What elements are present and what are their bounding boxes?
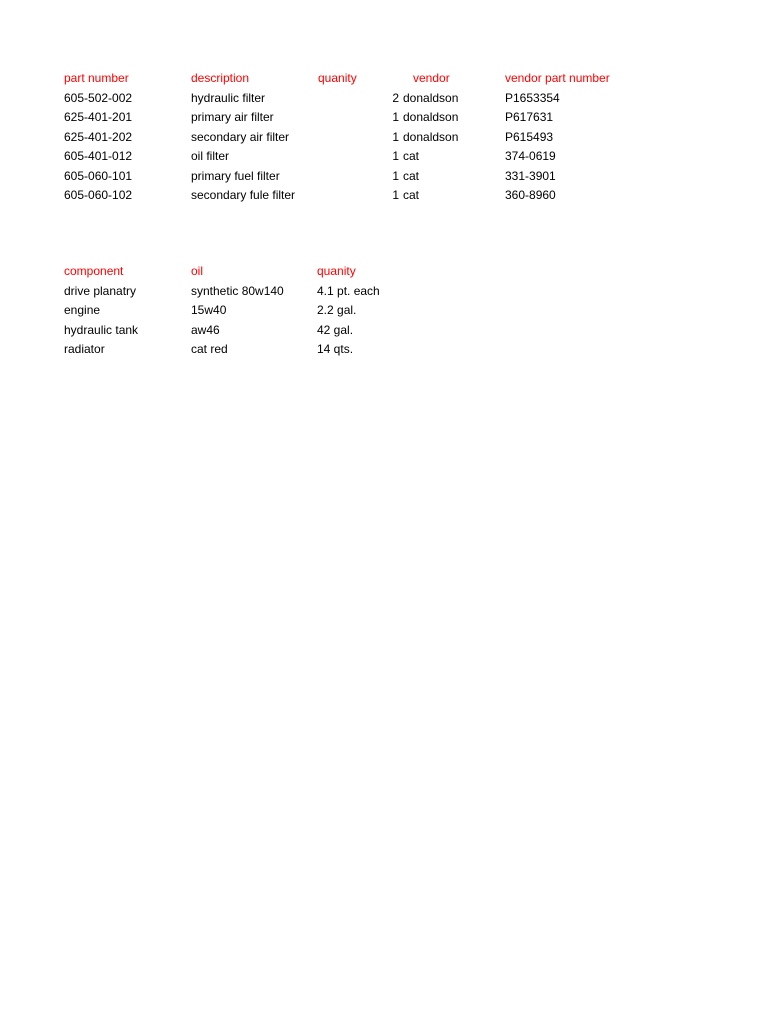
- cell-description: hydraulic filter: [191, 90, 266, 105]
- table-row: [64, 128, 645, 148]
- cell-description: primary air filter: [191, 110, 274, 124]
- cell-oil-quantity: 4.1 pt. each: [317, 283, 380, 298]
- cell-vendor-part-number: P617631: [505, 110, 554, 124]
- table-row: [64, 108, 645, 128]
- cell-vendor: donaldson: [403, 129, 459, 144]
- table-row: [64, 301, 417, 321]
- header-oil-quantity: quanity: [317, 264, 356, 278]
- cell-quantity: 1: [392, 188, 399, 202]
- cell-vendor: donaldson: [403, 110, 459, 124]
- cell-part-number: 625-401-201: [64, 110, 133, 124]
- cell-component: hydraulic tank: [64, 322, 139, 337]
- header-oil: oil: [191, 264, 204, 278]
- cell-oil: cat red: [191, 342, 228, 356]
- cell-component: engine: [64, 303, 101, 317]
- cell-part-number: 605-060-101: [64, 168, 133, 183]
- cell-quantity: 1: [392, 168, 399, 183]
- cell-vendor-part-number: 331-3901: [505, 168, 556, 183]
- cell-part-number: 605-401-012: [64, 149, 133, 163]
- cell-vendor-part-number: P615493: [505, 129, 554, 144]
- oil-table: [64, 262, 417, 360]
- cell-vendor-part-number: 374-0619: [505, 149, 556, 163]
- cell-vendor-part-number: 360-8960: [505, 188, 556, 202]
- table-row: [64, 340, 417, 360]
- parts-table: [64, 69, 645, 206]
- cell-part-number: 605-060-102: [64, 188, 133, 202]
- header-part-number: part number: [64, 71, 129, 85]
- cell-description: secondary air filter: [191, 129, 290, 144]
- parts-header-row: [64, 69, 645, 89]
- cell-oil-quantity: 2.2 gal.: [317, 303, 357, 317]
- cell-component: drive planatry: [64, 283, 137, 298]
- oil-header-row: [64, 262, 417, 282]
- cell-part-number: 625-401-202: [64, 129, 133, 144]
- cell-quantity: 2: [392, 90, 399, 105]
- table-row: [64, 282, 417, 302]
- table-row: [64, 167, 645, 187]
- cell-oil: 15w40: [191, 303, 227, 317]
- cell-oil: aw46: [191, 322, 220, 337]
- cell-vendor: donaldson: [403, 90, 459, 105]
- cell-quantity: 1: [392, 129, 399, 144]
- cell-oil: synthetic 80w140: [191, 283, 284, 298]
- table-row: [64, 186, 645, 206]
- header-vendor: vendor: [413, 71, 450, 85]
- cell-description: primary fuel filter: [191, 168, 280, 183]
- table-row: [64, 147, 645, 167]
- cell-vendor: cat: [403, 188, 420, 202]
- cell-oil-quantity: 42 gal.: [317, 322, 354, 337]
- cell-vendor-part-number: P1653354: [505, 90, 560, 105]
- header-quantity: quanity: [318, 71, 357, 85]
- cell-quantity: 1: [392, 149, 399, 163]
- header-component: component: [64, 264, 124, 278]
- table-row: [64, 321, 417, 341]
- cell-vendor: cat: [403, 168, 420, 183]
- cell-description: oil filter: [191, 149, 230, 163]
- cell-vendor: cat: [403, 149, 420, 163]
- cell-description: secondary fule filter: [191, 188, 296, 202]
- header-vendor-part-number: vendor part number: [505, 71, 610, 85]
- table-row: [64, 89, 645, 109]
- cell-part-number: 605-502-002: [64, 90, 133, 105]
- cell-component: radiator: [64, 342, 105, 356]
- header-description: description: [191, 71, 250, 85]
- cell-oil-quantity: 14 qts.: [317, 342, 354, 356]
- cell-quantity: 1: [392, 110, 399, 124]
